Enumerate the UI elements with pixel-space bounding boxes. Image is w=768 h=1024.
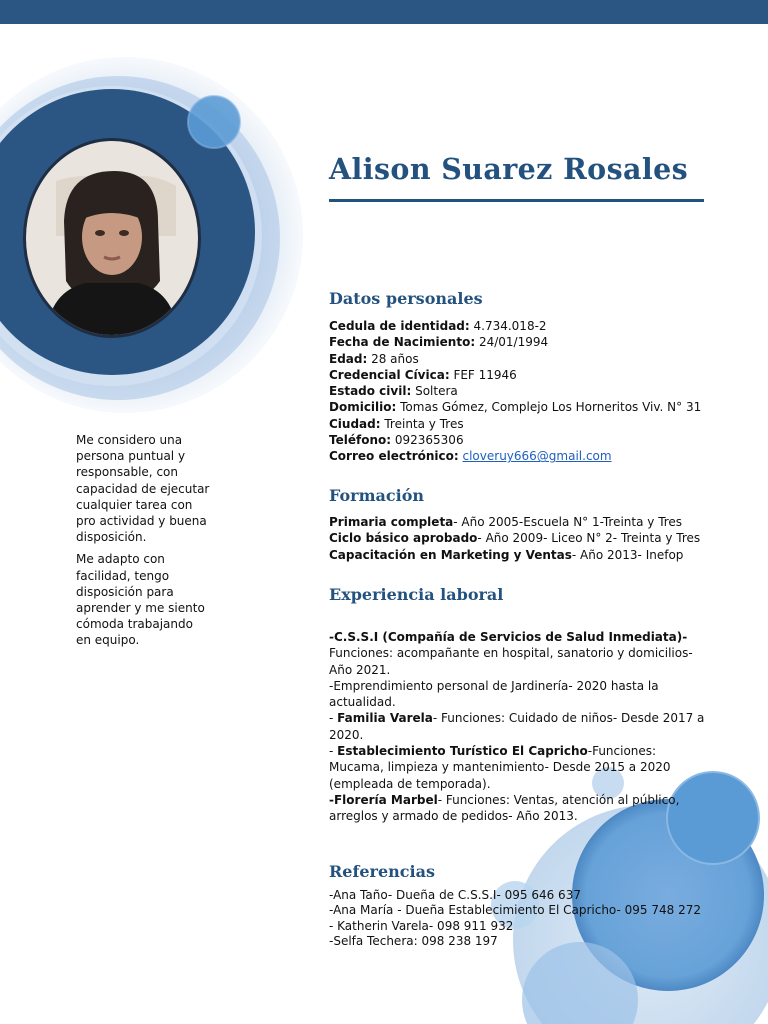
about-paragraph: Me adapto con facilidad, tengo disposición para aprender y me siento cómoda trabajando en equipo. (76, 552, 205, 648)
personal-item: Estado civil: Soltera (329, 384, 458, 399)
section-title-experience: Experiencia laboral (329, 585, 504, 604)
education-list (329, 514, 700, 563)
reference-item: -Selfa Techera: 098 238 197 (329, 933, 498, 948)
education-item: Capacitación en Marketing y Ventas- Año 2013- Inefop (329, 547, 684, 562)
personal-item: Credencial Cívica: FEF 11946 (329, 367, 517, 382)
about-section (76, 432, 211, 655)
personal-item: Domicilio: Tomas Gómez, Complejo Los Horneritos Viv. N° 31 (329, 400, 702, 415)
section-title-personal: Datos personales (329, 289, 483, 308)
portrait-image (26, 141, 198, 335)
reference-item: -Ana Taño- Dueña de C.S.S.I- 095 646 637 (329, 888, 581, 902)
education-item: Primaria completa- Año 2005-Escuela N° 1-Treinta y Tres (329, 515, 683, 529)
experience-item: - Establecimiento Turístico El Capricho-Funciones: Mucama, limpieza y mantenimiento- Desde 2015 a 2020 (empleada de temporada). (329, 744, 671, 791)
section-title-references: Referencias (329, 862, 435, 881)
personal-item: Cedula de identidad: 4.734.018-2 (329, 319, 547, 333)
section-title-education: Formación (329, 486, 425, 505)
experience-list (329, 629, 709, 825)
experience-item: -C.S.S.I (Compañía de Servicios de Salud Inmediata)- Funciones: acompañante en hospital, sanatorio y domicilios-Año 2021. (329, 630, 693, 677)
personal-data-list (329, 318, 701, 465)
reference-item: -Ana María - Dueña Establecimiento El Capricho- 095 748 272 (329, 903, 701, 918)
personal-item: Edad: 28 años (329, 351, 419, 366)
experience-item: - Familia Varela- Funciones: Cuidado de niños- Desde 2017 a 2020. (329, 711, 705, 742)
experience-item: -Emprendimiento personal de Jardinería- 2020 hasta la actualidad. (329, 678, 659, 710)
about-paragraph: Me considero una persona puntual y responsable, con capacidad de ejecutar cualquier tarea con pro actividad y buena disposición. (76, 433, 210, 545)
personal-item: Correo electrónico: cloveruy666@gmail.com (329, 449, 612, 464)
references-list (329, 888, 701, 949)
profile-photo (26, 141, 198, 335)
name-underline (329, 199, 704, 202)
experience-item: -Florería Marbel- Funciones: Ventas, atención al público, arreglos y armado de pedidos- Año 2013. (329, 792, 680, 824)
personal-item: Teléfono: 092365306 (329, 433, 464, 448)
personal-item: Fecha de Nacimiento: 24/01/1994 (329, 335, 549, 350)
email-link[interactable]: cloveruy666@gmail.com (462, 449, 612, 464)
personal-item: Ciudad: Treinta y Tres (329, 416, 464, 431)
reference-item: - Katherin Varela- 098 911 932 (329, 918, 514, 933)
education-item: Ciclo básico aprobado- Año 2009- Liceo N° 2- Treinta y Tres (329, 531, 701, 546)
candidate-name: Alison Suarez Rosales (329, 152, 689, 186)
